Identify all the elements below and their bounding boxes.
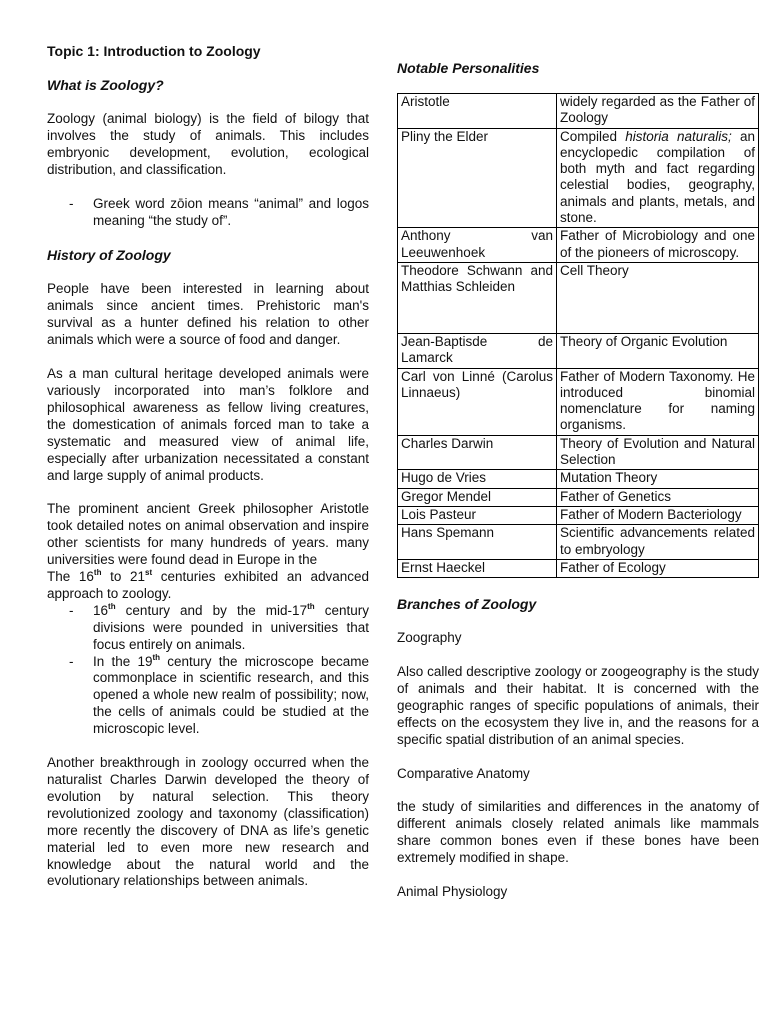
person-description: Theory of Evolution and Natural Selection bbox=[557, 435, 759, 470]
table-row bbox=[398, 228, 759, 263]
person-name: Lois Pasteur bbox=[398, 506, 557, 524]
person-name: Gregor Mendel bbox=[398, 488, 557, 506]
list-item: - 16th century and by the mid-17th century divisions were pounded in universities that focus entirely on animals. bbox=[69, 601, 369, 652]
person-name: Ernst Haeckel bbox=[398, 559, 557, 577]
history-paragraph-4: Another breakthrough in zoology occurred when the naturalist Charles Darwin developed the theory of evolution by natural selection. This theory revolutionized zoology and taxonomy (classification) more recently the discovery of DNA as life’s genetic material led to even more new research and knowledge about the natural world and the evolutionary relationships between animals. bbox=[47, 755, 369, 889]
history-paragraph-3: The prominent ancient Greek philosopher Aristotle took detailed notes on animal observation and inspire other scientists for many hundreds of years. many universities were found dead in Europe in the bbox=[47, 501, 369, 568]
comparative-anatomy-paragraph: the study of similarities and differences in the anatomy of different animals closely related animals like mammals share common bones even if these bones have been extremely modified in shape. bbox=[397, 799, 759, 866]
person-name: Charles Darwin bbox=[398, 435, 557, 470]
centuries-list bbox=[47, 603, 369, 738]
branches-heading: Branches of Zoology bbox=[397, 596, 537, 613]
personalities-table bbox=[397, 93, 759, 578]
person-description: Scientific advancements related to embryology bbox=[557, 525, 759, 560]
person-name: Anthony van Leeuwenhoek bbox=[398, 228, 557, 263]
person-name: Carl von Linné (Carolus Linnaeus) bbox=[398, 368, 557, 435]
person-name: Theodore Schwann and Matthias Schleiden bbox=[398, 262, 557, 333]
table-row bbox=[398, 333, 759, 368]
table-row bbox=[398, 368, 759, 435]
history-paragraph-2: As a man cultural heritage developed animals were variously incorporated into man’s folklore and philosophical awareness as fellow living creatures, the domestication of animals forced man to take a systematic and measured view of animal life, especially after urbanization necessitated a constant and large supply of animal products. bbox=[47, 366, 369, 483]
list-item: - In the 19th century the microscope became commonplace in scientific research, and this opened a whole new realm of possibility; now, the cells of animals could be studied at the microscopic level. bbox=[69, 652, 370, 737]
centuries-line: The 16th to 21st centuries exhibited an advanced approach to zoology. bbox=[47, 568, 370, 601]
personalities-heading: Notable Personalities bbox=[397, 60, 540, 76]
person-name: Pliny the Elder bbox=[398, 128, 557, 228]
person-description: Father of Ecology bbox=[557, 559, 759, 577]
table-row bbox=[398, 94, 759, 129]
table-row bbox=[398, 470, 759, 488]
table-row bbox=[398, 506, 759, 524]
person-name: Hans Spemann bbox=[398, 525, 557, 560]
person-description: Compiled historia naturalis; an encyclopedic compilation of both myth and fact regarding celestial bodies, geography, animals and plants, metals, and stone. bbox=[557, 128, 759, 228]
left-column bbox=[47, 42, 369, 890]
comparative-anatomy-title: Comparative Anatomy bbox=[397, 765, 530, 781]
person-name: Aristotle bbox=[398, 94, 557, 129]
table-row bbox=[398, 128, 759, 228]
zoography-paragraph: Also called descriptive zoology or zoogeography is the study of animals and their habitat. It is concerned with the geographic ranges of specific populations of animals, their effects on the ecosystem they live in, and the reasons for a specific spatial distribution of an animal species. bbox=[397, 664, 759, 747]
etymology-list bbox=[47, 196, 369, 230]
person-description: Cell Theory bbox=[557, 262, 759, 333]
what-is-zoology-paragraph: Zoology (animal biology) is the field of bilogy that involves the study of animals. This includes embryonic development, evolution, ecological distribution, and classification. bbox=[47, 111, 369, 177]
person-name: Jean-Baptisde de Lamarck bbox=[398, 333, 557, 368]
person-description: Father of Modern Bacteriology bbox=[557, 506, 759, 524]
right-column bbox=[397, 59, 759, 901]
topic-title: Topic 1: Introduction to Zoology bbox=[47, 43, 261, 59]
zoography-title: Zoography bbox=[397, 630, 462, 646]
table-row bbox=[398, 559, 759, 577]
person-description: Theory of Organic Evolution bbox=[557, 333, 759, 368]
person-description: Father of Modern Taxonomy. He introduced binomial nomenclature for naming organisms. bbox=[557, 368, 759, 435]
table-row bbox=[398, 435, 759, 470]
history-paragraph-1: People have been interested in learning about animals since ancient times. Prehistoric man's survival as a hunter defined his relation to other animals which were a source of food and danger. bbox=[47, 281, 369, 348]
animal-physiology-title: Animal Physiology bbox=[397, 884, 508, 900]
person-description: Father of Genetics bbox=[557, 488, 759, 506]
list-item: - Greek word zōion means “animal” and logos meaning “the study of”. bbox=[69, 195, 369, 228]
what-is-zoology-heading: What is Zoology? bbox=[47, 77, 164, 93]
etymology-text: Greek word zōion means “animal” and logos meaning “the study of”. bbox=[93, 195, 369, 228]
person-description: Mutation Theory bbox=[557, 470, 759, 488]
table-row bbox=[398, 488, 759, 506]
person-description: Father of Microbiology and one of the pioneers of microscopy. bbox=[557, 228, 759, 263]
table-row bbox=[398, 262, 759, 333]
person-name: Hugo de Vries bbox=[398, 470, 557, 488]
history-heading: History of Zoology bbox=[47, 247, 171, 264]
table-row bbox=[398, 525, 759, 560]
person-description: widely regarded as the Father of Zoology bbox=[557, 94, 759, 129]
